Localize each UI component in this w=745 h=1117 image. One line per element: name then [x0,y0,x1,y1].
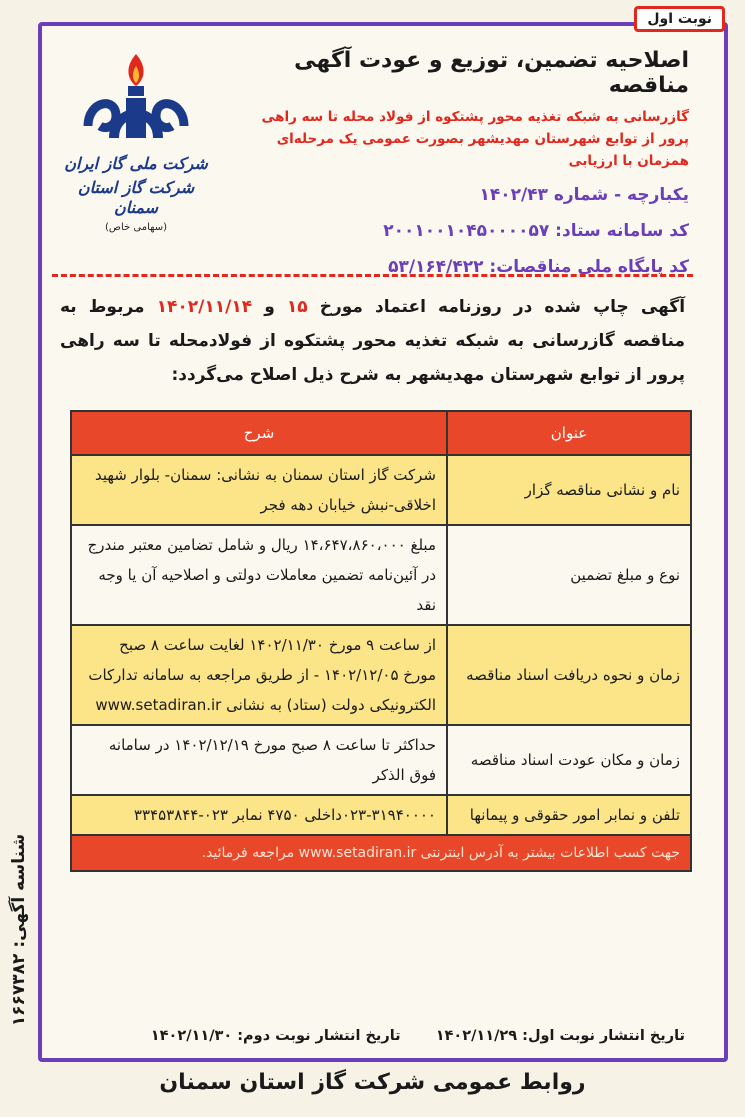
table-footnote-row [71,835,691,871]
second-publication-date: تاریخ انتشار نوبت دوم: ۱۴۰۲/۱۱/۳۰ [150,1028,401,1044]
setad-code: کد سامانه ستاد: ۲۰۰۱۰۰۱۰۴۵۰۰۰۰۵۷ [383,221,689,241]
row-description: از ساعت ۹ مورخ ۱۴۰۲/۱۱/۳۰ لغایت ساعت ۸ صبح مورخ ۱۴۰۲/۱۲/۰۵ - از طریق مراجعه به سامانه تدارکات الکترونیکی دولت (ستاد) به نشانی www.setadiran.ir [71,625,447,725]
details-table [70,410,692,872]
table-footnote: جهت کسب اطلاعات بیشتر به آدرس اینترنتی www.setadiran.ir مراجعه فرمائید. [71,835,691,871]
intro-paragraph [60,290,685,392]
logo-name-line1: شرکت ملی گاز ایران [64,154,208,173]
logo-name-line2: شرکت گاز استان سمنان [77,178,195,217]
round-badge: نوبت اول [634,6,725,32]
table-row [71,455,691,525]
intro-num-1: ۱۵ [286,297,308,317]
header-subject: عنوان [447,411,691,455]
header-description: شرح [71,411,447,455]
intro-text-2: مربوط به مناقصه گازرسانی به شبکه تغذیه محور پشتکوه از فولادمحله تا سه راهی پرور از توابع شهرستان مهدیشهر به شرح ذیل اصلاح می‌گردد: [60,297,685,385]
page-title: اصلاحیه تضمین، توزیع و عودت آگهی مناقصه [294,48,689,98]
first-publication-date: تاریخ انتشار نوبت اول: ۱۴۰۲/۱۱/۲۹ [435,1028,685,1044]
row-subject: نوع و مبلغ تضمین [447,525,691,625]
row-description: مبلغ ۱۴،۶۴۷،۸۶۰،۰۰۰ ریال و شامل تضامین معتبر مندرج در آئین‌نامه تضمین معاملات دولتی و اصلاحیه آن یا وجه نقد [71,525,447,625]
table-header-row [71,411,691,455]
ad-id-vertical [4,800,34,1060]
table-row [71,725,691,795]
row-subject: تلفن و نمابر امور حقوقی و پیمانها [447,795,691,835]
gas-flame-logo-icon [76,46,196,146]
logo-subtitle: (سهامی خاص) [104,222,168,233]
company-logo [56,46,216,236]
table-row [71,795,691,835]
intro-text-1: آگهی چاپ شده در روزنامه اعتماد مورخ [319,297,686,317]
table-row [71,525,691,625]
public-relations-footer: روابط عمومی شرکت گاز استان سمنان [159,1070,586,1095]
dashed-divider [52,274,693,277]
row-description: حداکثر تا ساعت ۸ صبح مورخ ۱۴۰۲/۱۲/۱۹ در سامانه فوق الذکر [71,725,447,795]
publication-dates [60,1028,685,1044]
ad-header [229,46,689,280]
intro-and: و [264,297,275,317]
row-description: شرکت گاز استان سمنان به نشانی: سمنان- بلوار شهید اخلاقی-نبش خیابان دهه فجر [71,455,447,525]
tender-subtitle: گازرسانی به شبکه تغذیه محور پشتکوه از فولاد محله تا سه راهی پرور از توابع شهرستان مهدیشهر بصورت عمومی یک مرحله‌ای همزمان با ارزیابی [261,109,689,169]
national-tender-code: کد پایگاه ملی مناقصات: ۵۳/۱۶۴/۴۲۲ [388,257,689,277]
intro-date-1: ۱۴۰۲/۱۱/۱۴ [156,297,253,317]
row-description: ۰۲۳-۳۱۹۴۰۰۰۰داخلی ۴۷۵۰ نمابر ۰۲۳-۳۳۴۵۳۸۴۴ [71,795,447,835]
ad-id-text: شناسه آگهی: ۱۶۶۷۳۸۲ [9,833,29,1027]
table-row [71,625,691,725]
row-subject: زمان و مکان عودت اسناد مناقصه [447,725,691,795]
row-subject: نام و نشانی مناقصه گزار [447,455,691,525]
tender-number: یکبارچه - شماره ۱۴۰۲/۴۳ [479,185,689,205]
row-subject: زمان و نحوه دریافت اسناد مناقصه [447,625,691,725]
